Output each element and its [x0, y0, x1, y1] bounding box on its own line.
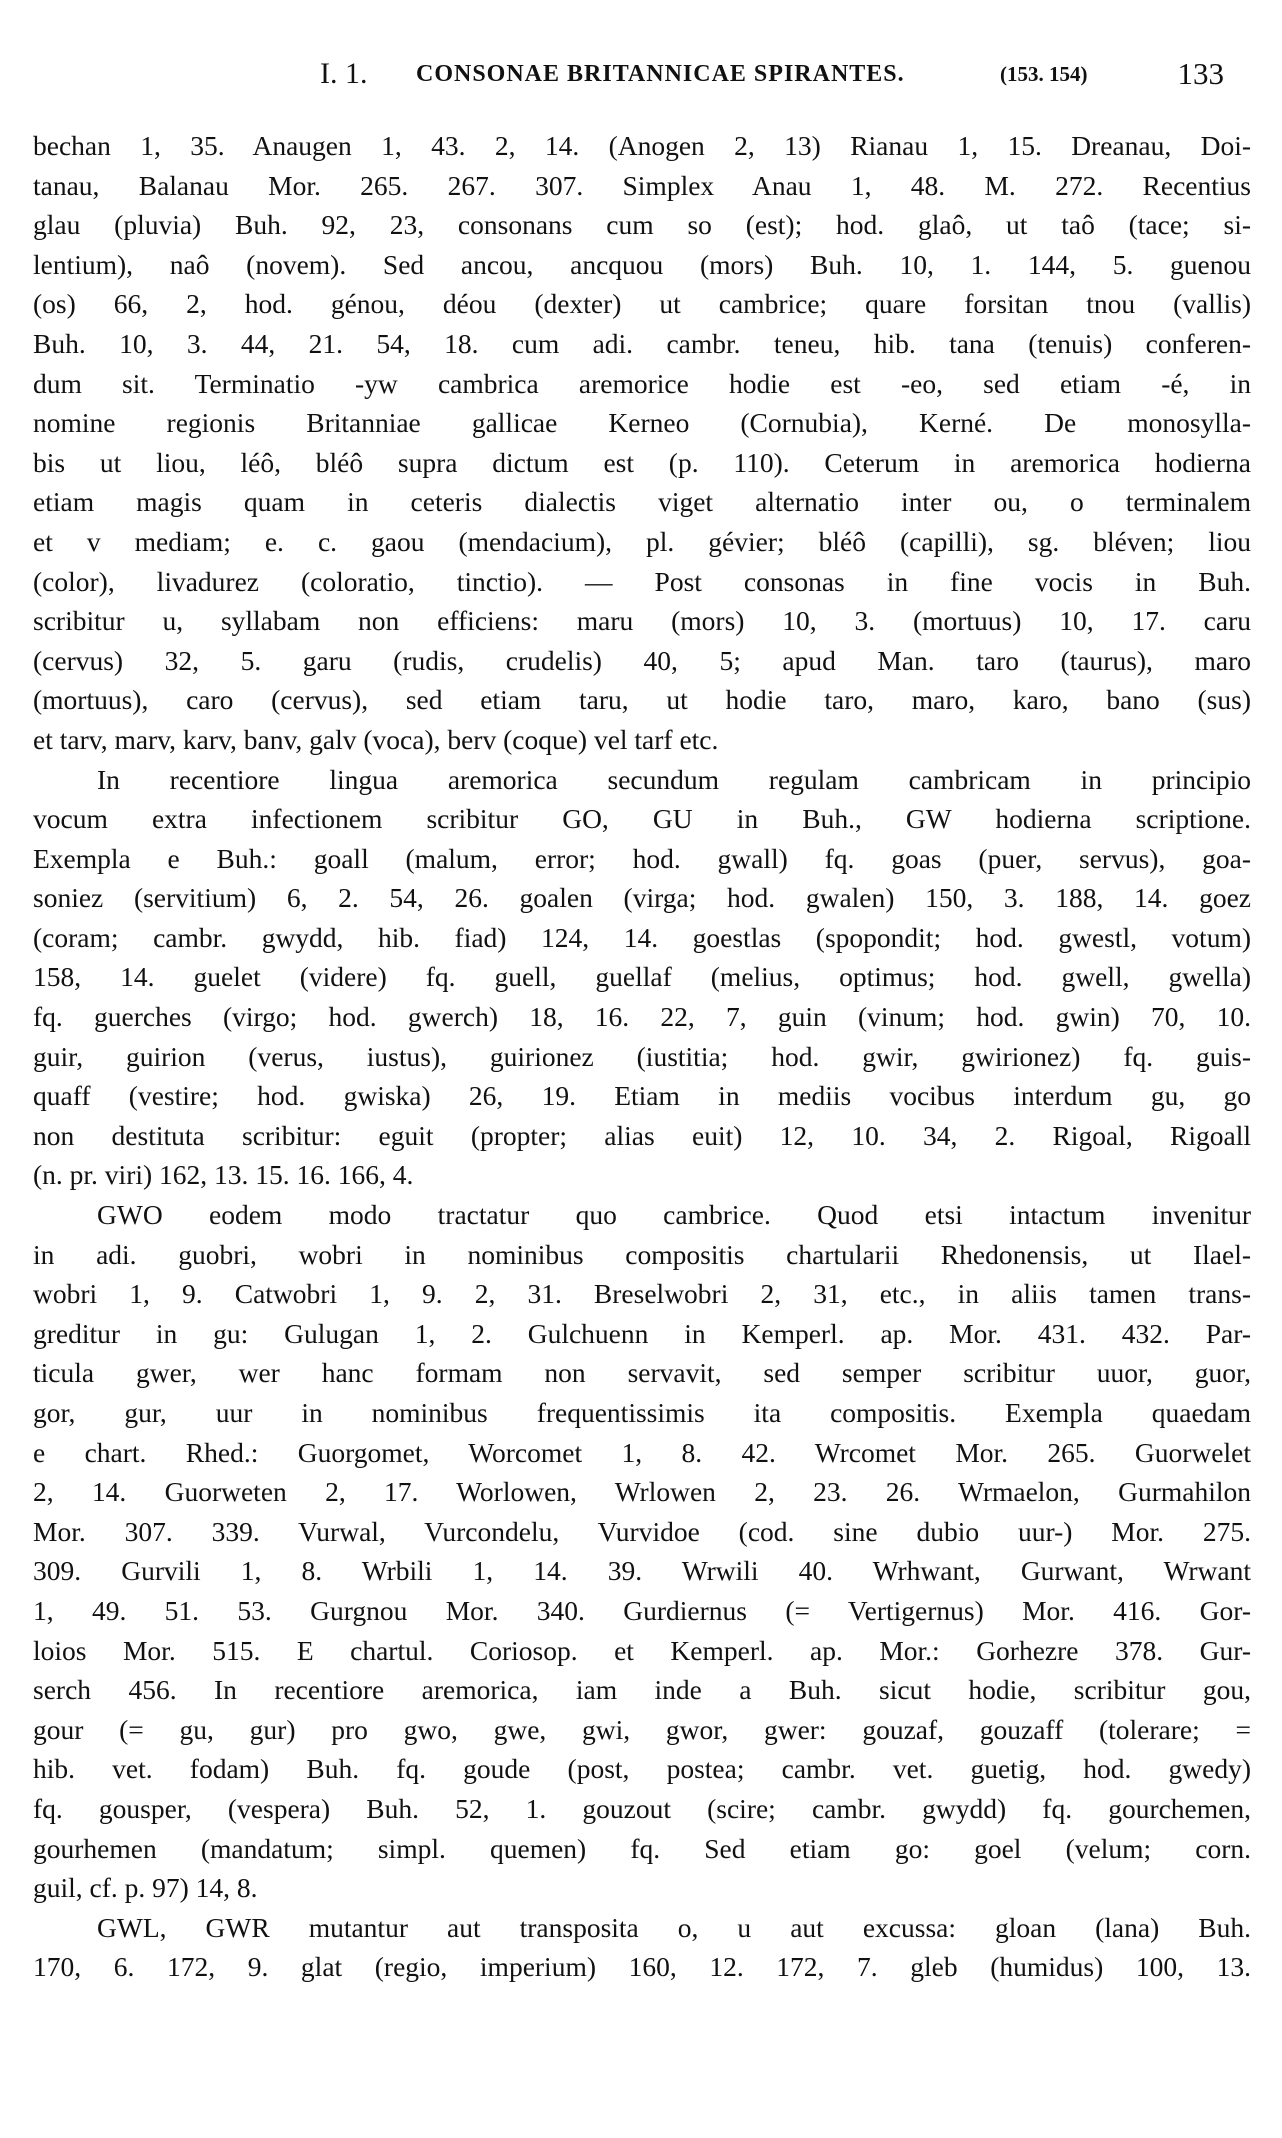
text-line: Mor. 307. 339. Vurwal, Vurcondelu, Vurvidoe (cod. sine dubio uur-) Mor. 275. — [33, 1515, 1251, 1547]
text-line: nomine regionis Britanniae gallicae Kerneo (Cornubia), Kerné. De monosylla- — [33, 407, 1251, 439]
text-line: glau (pluvia) Buh. 92, 23, consonans cum so (est); hod. glaô, ut taô (tace; si- — [33, 209, 1251, 241]
text-line: (n. pr. viri) 162, 13. 15. 16. 166, 4. — [33, 1159, 414, 1191]
text-line: gourhemen (mandatum; simpl. quemen) fq. Sed etiam go: goel (velum; corn. — [33, 1832, 1251, 1864]
text-line: 2, 14. Guorweten 2, 17. Worlowen, Wrlowen 2, 23. 26. Wrmaelon, Gurmahilon — [33, 1476, 1251, 1508]
text-line: 309. Gurvili 1, 8. Wrbili 1, 14. 39. Wrwili 40. Wrhwant, Gurwant, Wrwant — [33, 1555, 1251, 1587]
text-line: Buh. 10, 3. 44, 21. 54, 18. cum adi. cambr. teneu, hib. tana (tenuis) conferen- — [33, 327, 1251, 359]
text-line: scribitur u, syllabam non efficiens: maru (mors) 10, 3. (mortuus) 10, 17. caru — [33, 605, 1251, 637]
page-number: 133 — [1177, 56, 1224, 91]
text-line: (color), livadurez (coloratio, tinctio). — Post consonas in fine vocis in Buh. — [33, 565, 1251, 597]
text-line: tanau, Balanau Mor. 265. 267. 307. Simplex Anau 1, 48. M. 272. Recentius — [33, 169, 1251, 201]
text-line: lentium), naô (novem). Sed ancou, ancquou (mors) Buh. 10, 1. 144, 5. guenou — [33, 248, 1251, 280]
text-line: bechan 1, 35. Anaugen 1, 43. 2, 14. (Anogen 2, 13) Rianau 1, 15. Dreanau, Doi- — [33, 130, 1251, 161]
text-line: (cervus) 32, 5. garu (rudis, crudelis) 40, 5; apud Man. taro (taurus), maro — [33, 644, 1251, 676]
text-line: wobri 1, 9. Catwobri 1, 9. 2, 31. Breselwobri 2, 31, etc., in aliis tamen trans- — [33, 1278, 1251, 1310]
text-line: GWL, GWR mutantur aut transposita o, u aut excussa: gloan (lana) Buh. — [97, 1911, 1251, 1943]
text-line: guir, guirion (verus, iustus), guirionez (iustitia; hod. gwir, gwirionez) fq. guis- — [33, 1040, 1251, 1072]
section-number: I. 1. — [320, 57, 368, 90]
text-line: et tarv, marv, karv, banv, galv (voca), berv (coque) vel tarf etc. — [33, 723, 719, 755]
body-text — [33, 126, 1251, 1987]
running-title: CONSONAE BRITANNICAE SPIRANTES. — [416, 61, 905, 87]
text-line: GWO eodem modo tractatur quo cambrice. Quod etsi intactum invenitur — [97, 1199, 1251, 1231]
text-line: vocum extra infectionem scribitur GO, GU in Buh., GW hodierna scriptione. — [33, 803, 1251, 835]
text-line: ticula gwer, wer hanc formam non servavit, sed semper scribitur uuor, guor, — [33, 1357, 1251, 1389]
text-line: soniez (servitium) 6, 2. 54, 26. goalen (virga; hod. gwalen) 150, 3. 188, 14. goez — [33, 882, 1251, 914]
text-line: e chart. Rhed.: Guorgomet, Worcomet 1, 8. 42. Wrcomet Mor. 265. Guorwelet — [33, 1436, 1251, 1468]
text-line: non destituta scribitur: eguit (propter; alias euit) 12, 10. 34, 2. Rigoal, Rigoall — [33, 1119, 1251, 1151]
text-line: serch 456. In recentiore aremorica, iam inde a Buh. sicut hodie, scribitur gou, — [33, 1674, 1251, 1706]
text-line: quaff (vestire; hod. gwiska) 26, 19. Etiam in mediis vocibus interdum gu, go — [33, 1080, 1251, 1112]
text-line: gour (= gu, gur) pro gwo, gwe, gwi, gwor, gwer: gouzaf, gouzaff (tolerare; = — [33, 1713, 1251, 1745]
text-line: gor, gur, uur in nominibus frequentissimis ita compositis. Exempla quaedam — [33, 1397, 1251, 1428]
text-line: in adi. guobri, wobri in nominibus compositis chartularii Rhedonensis, ut Ilael- — [33, 1238, 1251, 1270]
paragraph-range: (153. 154) — [1000, 62, 1088, 86]
text-line: (coram; cambr. gwydd, hib. fiad) 124, 14. goestlas (spopondit; hod. gwestl, votum) — [33, 921, 1251, 953]
text-line: (mortuus), caro (cervus), sed etiam taru, ut hodie taro, maro, karo, bano (sus) — [33, 684, 1251, 716]
text-line: fq. gousper, (vespera) Buh. 52, 1. gouzout (scire; cambr. gwydd) fq. gourchemen, — [33, 1792, 1251, 1824]
text-line: greditur in gu: Gulugan 1, 2. Gulchuenn in Kemperl. ap. Mor. 431. 432. Par- — [33, 1317, 1251, 1349]
text-line: et v mediam; e. c. gaou (mendacium), pl. gévier; bléô (capilli), sg. bléven; liou — [33, 525, 1251, 557]
text-line: hib. vet. fodam) Buh. fq. goude (post, postea; cambr. vet. guetig, hod. gwedy) — [33, 1753, 1251, 1785]
text-line: Exempla e Buh.: goall (malum, error; hod. gwall) fq. goas (puer, servus), goa- — [33, 842, 1251, 874]
text-line: (os) 66, 2, hod. génou, déou (dexter) ut cambrice; quare forsitan tnou (vallis) — [33, 288, 1251, 320]
text-line: etiam magis quam in ceteris dialectis viget alternatio inter ou, o terminalem — [33, 486, 1251, 518]
text-line: 1, 49. 51. 53. Gurgnou Mor. 340. Gurdiernus (= Vertigernus) Mor. 416. Gor- — [33, 1594, 1251, 1626]
text-line: 170, 6. 172, 9. glat (regio, imperium) 160, 12. 172, 7. gleb (humidus) 100, 13. — [33, 1951, 1251, 1983]
running-head — [320, 52, 1224, 96]
text-line: guil, cf. p. 97) 14, 8. — [33, 1872, 258, 1904]
text-line: dum sit. Terminatio -yw cambrica aremorice hodie est -eo, sed etiam -é, in — [33, 367, 1251, 399]
text-line: 158, 14. guelet (videre) fq. guell, guellaf (melius, optimus; hod. gwell, gwella) — [33, 961, 1251, 993]
text-line: In recentiore lingua aremorica secundum regulam cambricam in principio — [97, 763, 1251, 795]
text-line: loios Mor. 515. E chartul. Coriosop. et Kemperl. ap. Mor.: Gorhezre 378. Gur- — [33, 1634, 1251, 1666]
text-line: bis ut liou, léô, bléô supra dictum est (p. 110). Ceterum in aremorica hodierna — [33, 446, 1251, 478]
text-line: fq. guerches (virgo; hod. gwerch) 18, 16. 22, 7, guin (vinum; hod. gwin) 70, 10. — [33, 1001, 1251, 1033]
